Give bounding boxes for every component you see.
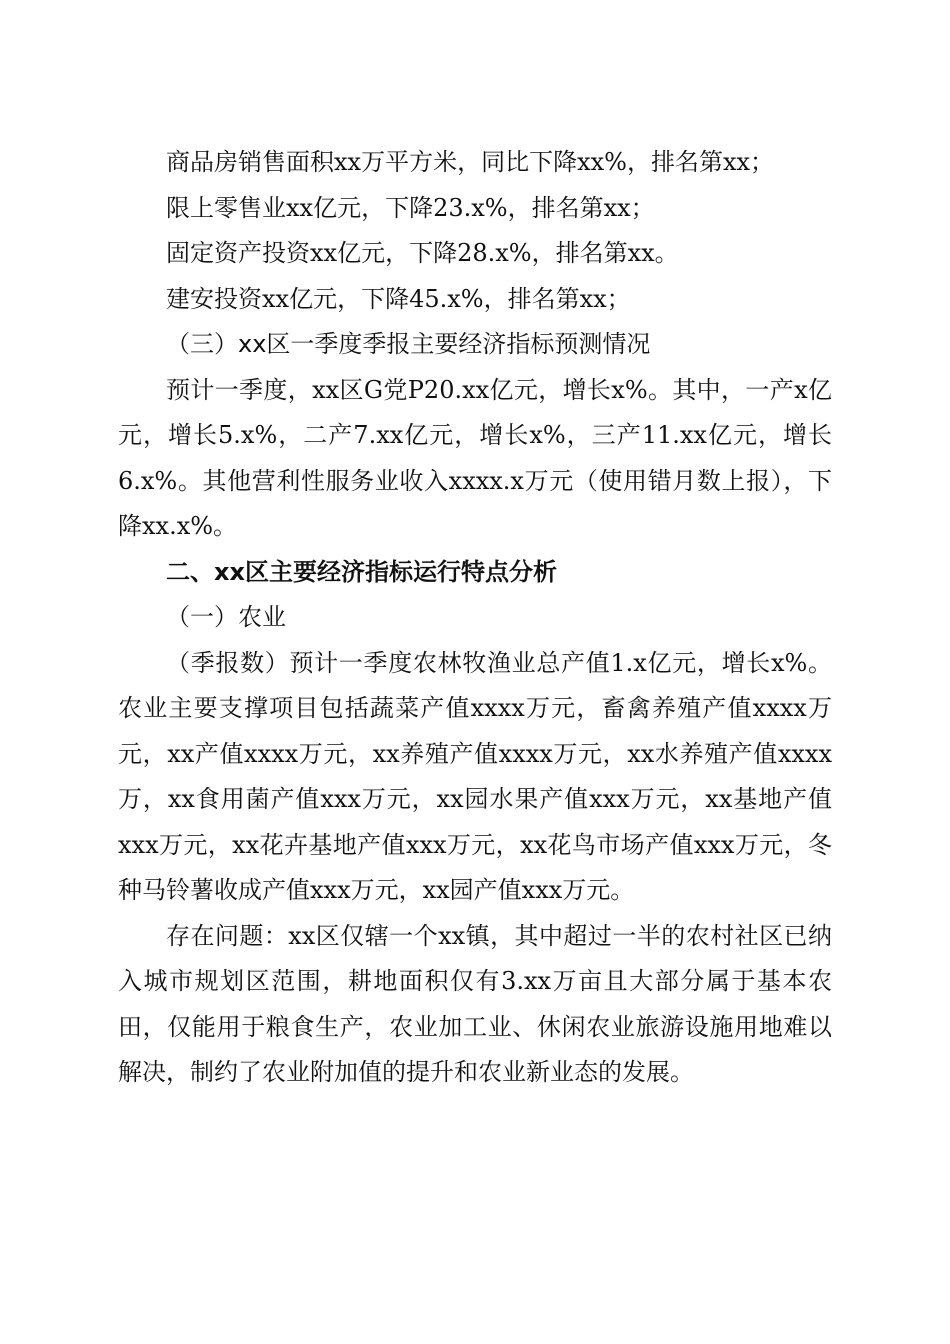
agriculture-body: （季报数）预计一季度农林牧渔业总产值1.x亿元，增长x%。农业主要支撑项目包括蔬菜产值xxxx万元，畜禽养殖产值xxxx万元，xx产值xxxx万元，xx养殖产值xxxx万元，xx水养殖产值xxxx万，xx食用菌产值xxx万元，xx园水果产值xxx万元，xx基地产值xxx万元，xx花卉基地产值xxx万元，xx花鸟市场产值xxx万元，冬种马铃薯收成产值xxx万元，xx园产值xxx万元。 xyxy=(118,648,832,904)
issues-body: 存在问题：xx区仅辖一个xx镇，其中超过一半的农村社区已纳入城市规划区范围，耕地面积仅有3.xx万亩且大部分属于基本农田，仅能用于粮食生产，农业加工业、休闲农业旅游设施用地难以解决，制约了农业附加值的提升和农业新业态的发展。 xyxy=(118,921,832,1086)
construction-line: 建安投资xx亿元，下降45.x%，排名第xx； xyxy=(166,284,631,313)
section-3-body: 预计一季度，xx区G党P20.xx亿元，增长x%。其中，一产x亿元，增长5.x%，二产7.xx亿元，增长x%，三产11.xx亿元，增长6.x%。其他营利性服务业收入xxxx.x万元（使用错月数上报），下降xx.x%。 xyxy=(118,375,832,540)
agriculture-title: （一）农业 xyxy=(166,603,286,631)
part-2-title: 二、xx区主要经济指标运行特点分析 xyxy=(166,557,557,586)
section-3-title: （三）xx区一季度季报主要经济指标预测情况 xyxy=(166,330,651,358)
retail-line: 限上零售业xx亿元，下降23.x%，排名第xx； xyxy=(166,193,655,222)
sales-area-line: 商品房销售面积xx万平方米，同比下降xx%，排名第xx； xyxy=(166,148,775,176)
document-page xyxy=(118,140,832,1096)
fixed-assets-line: 固定资产投资xx亿元，下降28.x%，排名第xx。 xyxy=(166,239,679,267)
